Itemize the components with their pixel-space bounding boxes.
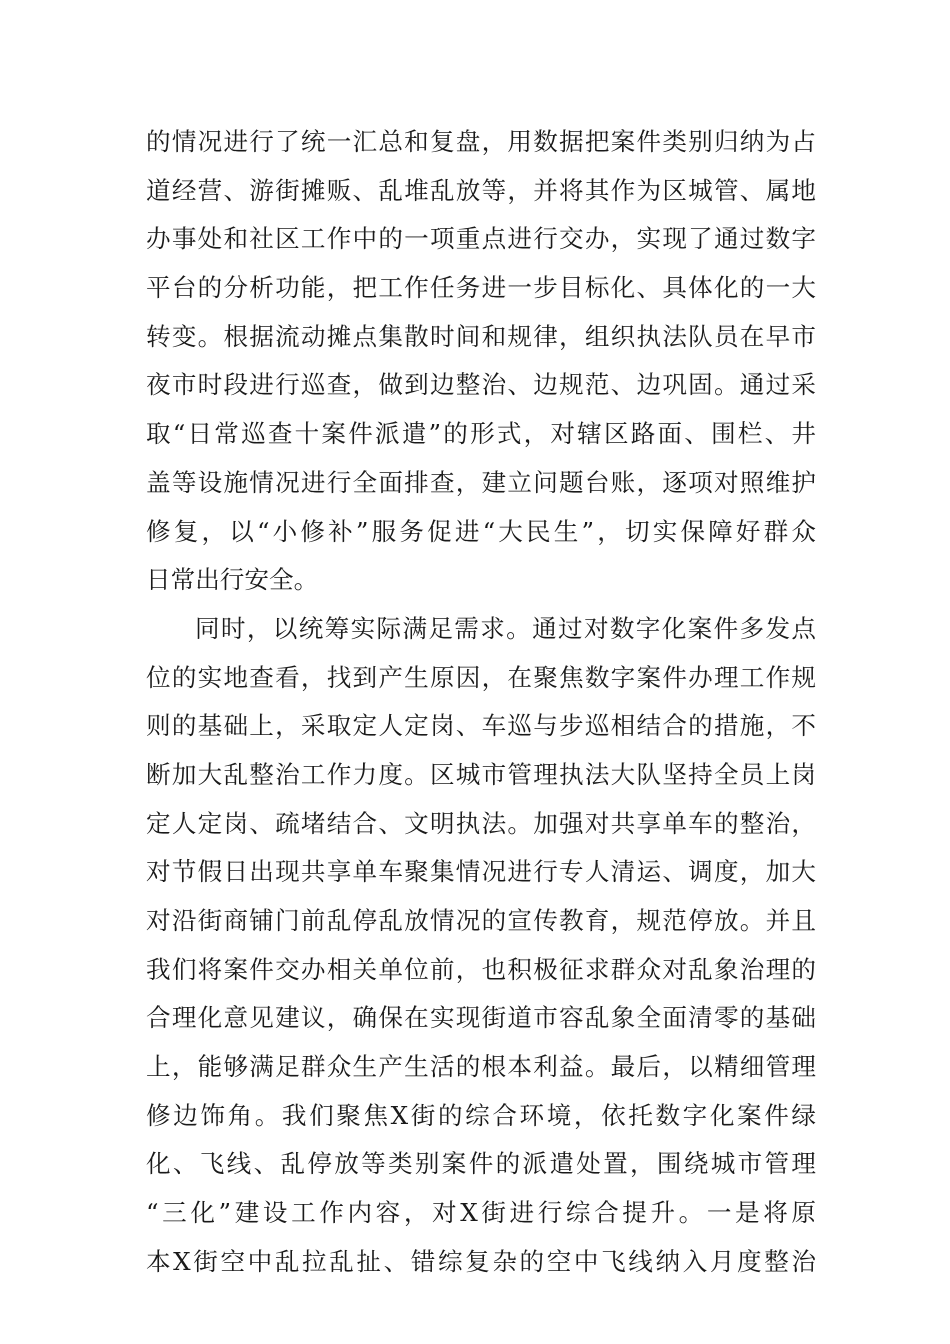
text-line: 夜市时段进行巡查，做到边整治、边规范、边巩固。通过采 — [146, 370, 816, 400]
text-line: 对节假日出现共享单车聚集情况进行专人清运、调度，加大 — [146, 857, 816, 887]
text-line: “三化”建设工作内容，对X街进行综合提升。一是将原 — [146, 1198, 816, 1228]
text-line: 盖等设施情况进行全面排查，建立问题台账，逐项对照维护 — [146, 467, 816, 497]
text-line: 道经营、游街摊贩、乱堆乱放等，并将其作为区城管、属地 — [146, 175, 816, 205]
text-line: 修边饰角。我们聚焦X街的综合环境，依托数字化案件绿 — [146, 1100, 816, 1130]
text-line: 转变。根据流动摊点集散时间和规律，组织执法队员在早市 — [146, 321, 816, 351]
text-line: 位的实地查看，找到产生原因，在聚焦数字案件办理工作规 — [146, 662, 816, 692]
text-line: 的情况进行了统一汇总和复盘，用数据把案件类别归纳为占 — [146, 127, 816, 156]
paragraph-start-line: 同时，以统筹实际满足需求。通过对数字化案件多发点 — [195, 613, 816, 643]
text-line: 断加大乱整治工作力度。区城市管理执法大队坚持全员上岗 — [146, 759, 816, 789]
text-line: 则的基础上，采取定人定岗、车巡与步巡相结合的措施，不 — [146, 711, 816, 741]
text-line: 我们将案件交办相关单位前，也积极征求群众对乱象治理的 — [146, 954, 816, 984]
text-line: 修复，以“小修补”服务促进“大民生”，切实保障好群众 — [146, 516, 816, 546]
text-line: 取“日常巡查十案件派遣”的形式，对辖区路面、围栏、井 — [146, 419, 816, 449]
text-line: 本X街空中乱拉乱扯、错综复杂的空中飞线纳入月度整治 — [146, 1246, 816, 1276]
text-line: 定人定岗、疏堵结合、文明执法。加强对共享单车的整治， — [146, 808, 816, 838]
text-line: 上，能够满足群众生产生活的根本利益。最后，以精细管理 — [146, 1052, 816, 1082]
text-line: 对沿街商铺门前乱停乱放情况的宣传教育，规范停放。并且 — [146, 906, 816, 935]
text-line: 合理化意见建议，确保在实现街道市容乱象全面清零的基础 — [146, 1003, 816, 1033]
body-text — [146, 118, 816, 1287]
text-line: 平台的分析功能，把工作任务进一步目标化、具体化的一大 — [146, 273, 816, 303]
text-line: 办事处和社区工作中的一项重点进行交办，实现了通过数字 — [146, 224, 816, 254]
text-line: 日常出行安全。 — [146, 565, 319, 595]
text-line: 化、飞线、乱停放等类别案件的派遣处置，围绕城市管理 — [146, 1149, 816, 1179]
